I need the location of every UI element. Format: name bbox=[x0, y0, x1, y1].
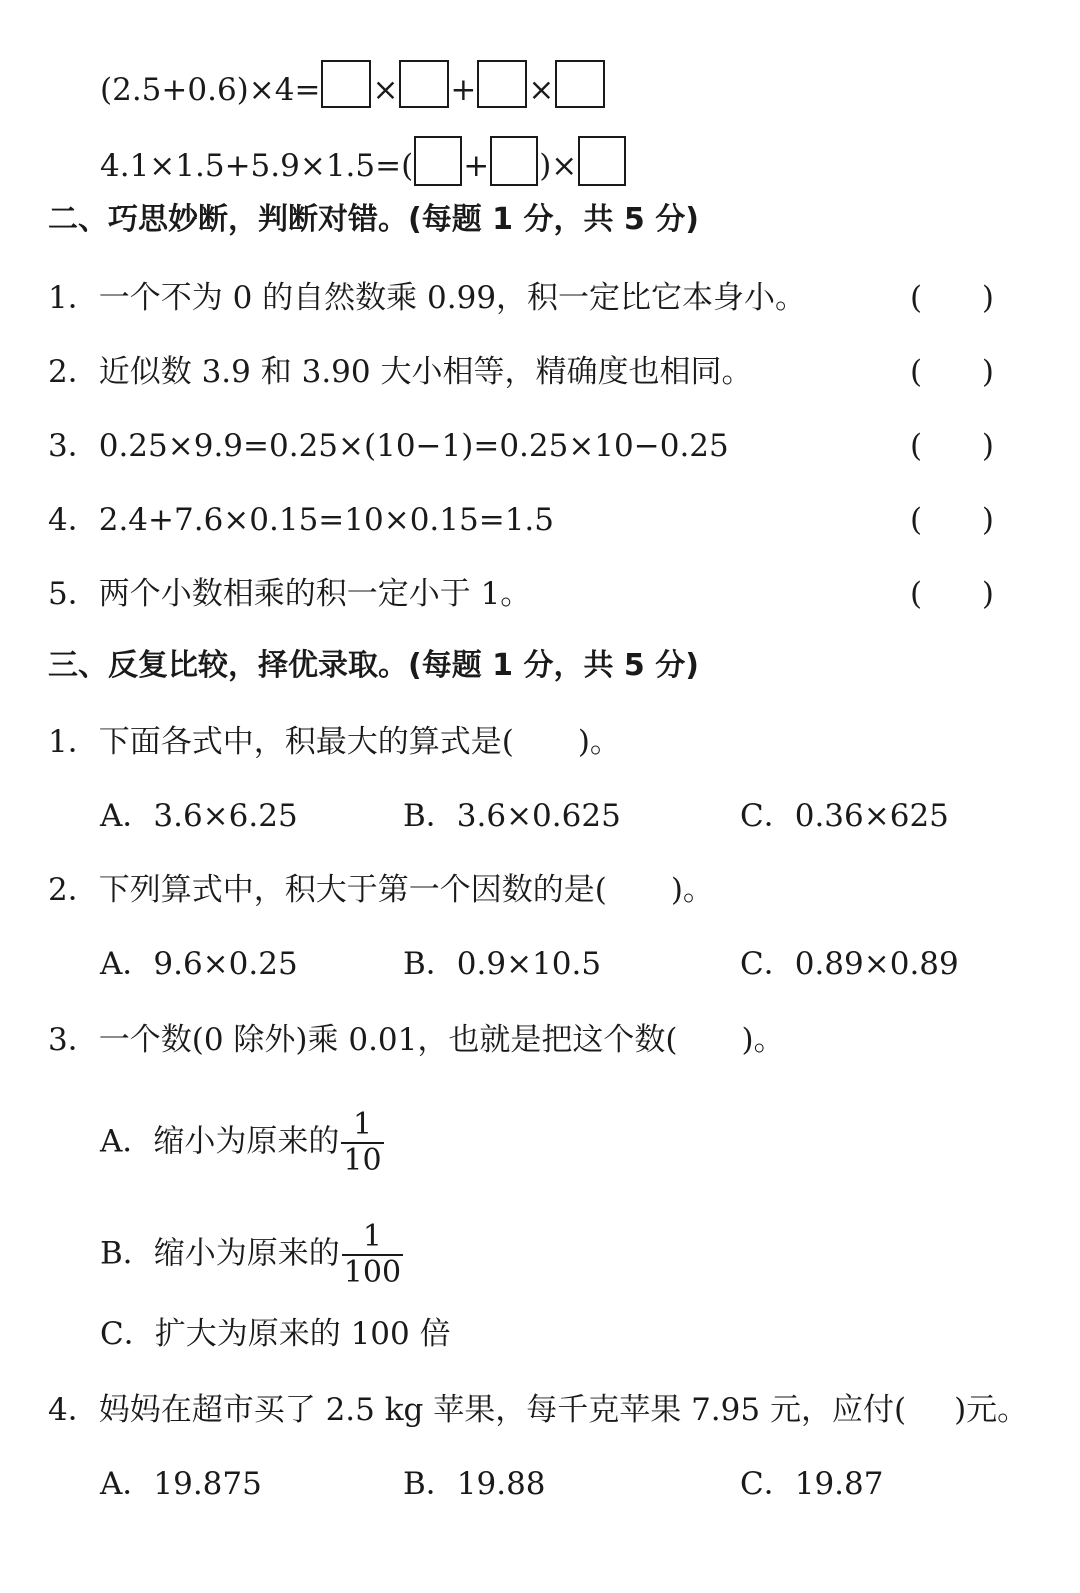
paren-close: ) bbox=[981, 502, 994, 538]
option-text: B．缩小为原来的 bbox=[100, 1235, 340, 1272]
option-c[interactable]: C．19.87 bbox=[740, 1466, 884, 1502]
close-times-sign: )× bbox=[539, 148, 578, 184]
answer-paren[interactable] bbox=[910, 278, 1002, 318]
choice-q2-stem bbox=[48, 870, 714, 910]
answer-box[interactable] bbox=[555, 60, 605, 108]
item-text: 2.4+7.6×0.15=10×0.15=1.5 bbox=[98, 502, 555, 538]
option-b[interactable] bbox=[100, 1219, 403, 1290]
item-text: 两个小数相乘的积一定小于 1。 bbox=[98, 576, 532, 612]
item-text: 0.25×9.9=0.25×(10−1)=0.25×10−0.25 bbox=[98, 428, 729, 464]
item-number: 5． bbox=[48, 576, 99, 612]
fraction-denominator: 10 bbox=[343, 1143, 382, 1178]
judge-item-5 bbox=[48, 574, 531, 614]
paren-open: ( bbox=[910, 354, 923, 390]
option-b[interactable]: B．3.6×0.625 bbox=[403, 798, 621, 834]
item-number: 4． bbox=[48, 502, 99, 538]
judge-item-4 bbox=[48, 500, 554, 540]
times-sign: × bbox=[528, 72, 555, 108]
equation-1 bbox=[100, 60, 606, 110]
option-b[interactable]: B．0.9×10.5 bbox=[403, 946, 602, 982]
item-text: 近似数 3.9 和 3.90 大小相等，精确度也相同。 bbox=[98, 354, 753, 390]
paren-close: ) bbox=[981, 354, 994, 390]
question-text: 下面各式中，积最大的算式是( bbox=[98, 724, 514, 760]
judge-item-3 bbox=[48, 426, 729, 466]
fraction bbox=[342, 1219, 403, 1290]
paren-close: ) bbox=[981, 280, 994, 316]
question-text: 妈妈在超市买了 2.5 kg 苹果，每千克苹果 7.95 元，应付( bbox=[98, 1392, 907, 1428]
section-2-heading: 二、巧思妙断，判断对错。(每题 1 分，共 5 分) bbox=[48, 202, 699, 237]
fraction bbox=[341, 1107, 383, 1178]
equation-2-lhs: 4.1×1.5+5.9×1.5=( bbox=[100, 148, 414, 184]
item-number: 1． bbox=[48, 724, 99, 760]
question-end: )。 bbox=[741, 1022, 785, 1058]
equation-1-lhs: (2.5+0.6)×4= bbox=[100, 72, 321, 108]
choice-q4-stem bbox=[48, 1390, 1028, 1430]
option-b[interactable]: B．19.88 bbox=[403, 1466, 546, 1502]
paren-open: ( bbox=[910, 502, 923, 538]
item-text: 一个不为 0 的自然数乘 0.99，积一定比它本身小。 bbox=[98, 280, 807, 316]
option-a[interactable]: A．19.875 bbox=[100, 1466, 262, 1502]
option-c[interactable]: C．扩大为原来的 100 倍 bbox=[100, 1316, 451, 1352]
judge-item-2 bbox=[48, 352, 752, 392]
item-number: 3． bbox=[48, 1022, 99, 1058]
judge-item-1 bbox=[48, 278, 806, 318]
answer-paren[interactable] bbox=[910, 352, 1002, 392]
times-sign: × bbox=[372, 72, 399, 108]
option-c[interactable]: C．0.89×0.89 bbox=[740, 946, 959, 982]
question-text: 一个数(0 除外)乘 0.01，也就是把这个数( bbox=[98, 1022, 678, 1058]
answer-box[interactable] bbox=[490, 136, 538, 186]
paren-open: ( bbox=[910, 280, 923, 316]
item-number: 3． bbox=[48, 428, 99, 464]
question-end: )。 bbox=[670, 872, 714, 908]
item-number: 2． bbox=[48, 872, 99, 908]
plus-sign: + bbox=[450, 72, 477, 108]
answer-box[interactable] bbox=[414, 136, 462, 186]
equation-2 bbox=[100, 136, 627, 186]
option-a[interactable]: A．9.6×0.25 bbox=[100, 946, 298, 982]
answer-paren[interactable] bbox=[910, 574, 1002, 614]
item-number: 1． bbox=[48, 280, 99, 316]
answer-box[interactable] bbox=[399, 60, 449, 108]
fraction-numerator: 1 bbox=[362, 1219, 382, 1254]
question-end: )。 bbox=[577, 724, 621, 760]
item-number: 2． bbox=[48, 354, 99, 390]
answer-paren[interactable] bbox=[910, 500, 1002, 540]
plus-sign: + bbox=[463, 148, 490, 184]
question-text: 下列算式中，积大于第一个因数的是( bbox=[98, 872, 607, 908]
answer-box[interactable] bbox=[477, 60, 527, 108]
fraction-denominator: 100 bbox=[343, 1255, 402, 1290]
section-3-heading: 三、反复比较，择优录取。(每题 1 分，共 5 分) bbox=[48, 648, 699, 683]
paren-open: ( bbox=[910, 576, 923, 612]
choice-q1-stem bbox=[48, 722, 621, 762]
option-c[interactable]: C．0.36×625 bbox=[740, 798, 949, 834]
answer-paren[interactable] bbox=[910, 426, 1002, 466]
item-number: 4． bbox=[48, 1392, 99, 1428]
fraction-numerator: 1 bbox=[352, 1107, 373, 1142]
answer-box[interactable] bbox=[578, 136, 626, 186]
paren-close: ) bbox=[981, 576, 994, 612]
question-end: )元。 bbox=[954, 1392, 1029, 1428]
option-a[interactable]: A．3.6×6.25 bbox=[100, 798, 298, 834]
paren-open: ( bbox=[910, 428, 923, 464]
answer-box[interactable] bbox=[321, 60, 371, 108]
paren-close: ) bbox=[981, 428, 994, 464]
option-text: A．缩小为原来的 bbox=[100, 1123, 340, 1160]
option-a[interactable] bbox=[100, 1107, 384, 1178]
choice-q3-stem bbox=[48, 1020, 785, 1060]
